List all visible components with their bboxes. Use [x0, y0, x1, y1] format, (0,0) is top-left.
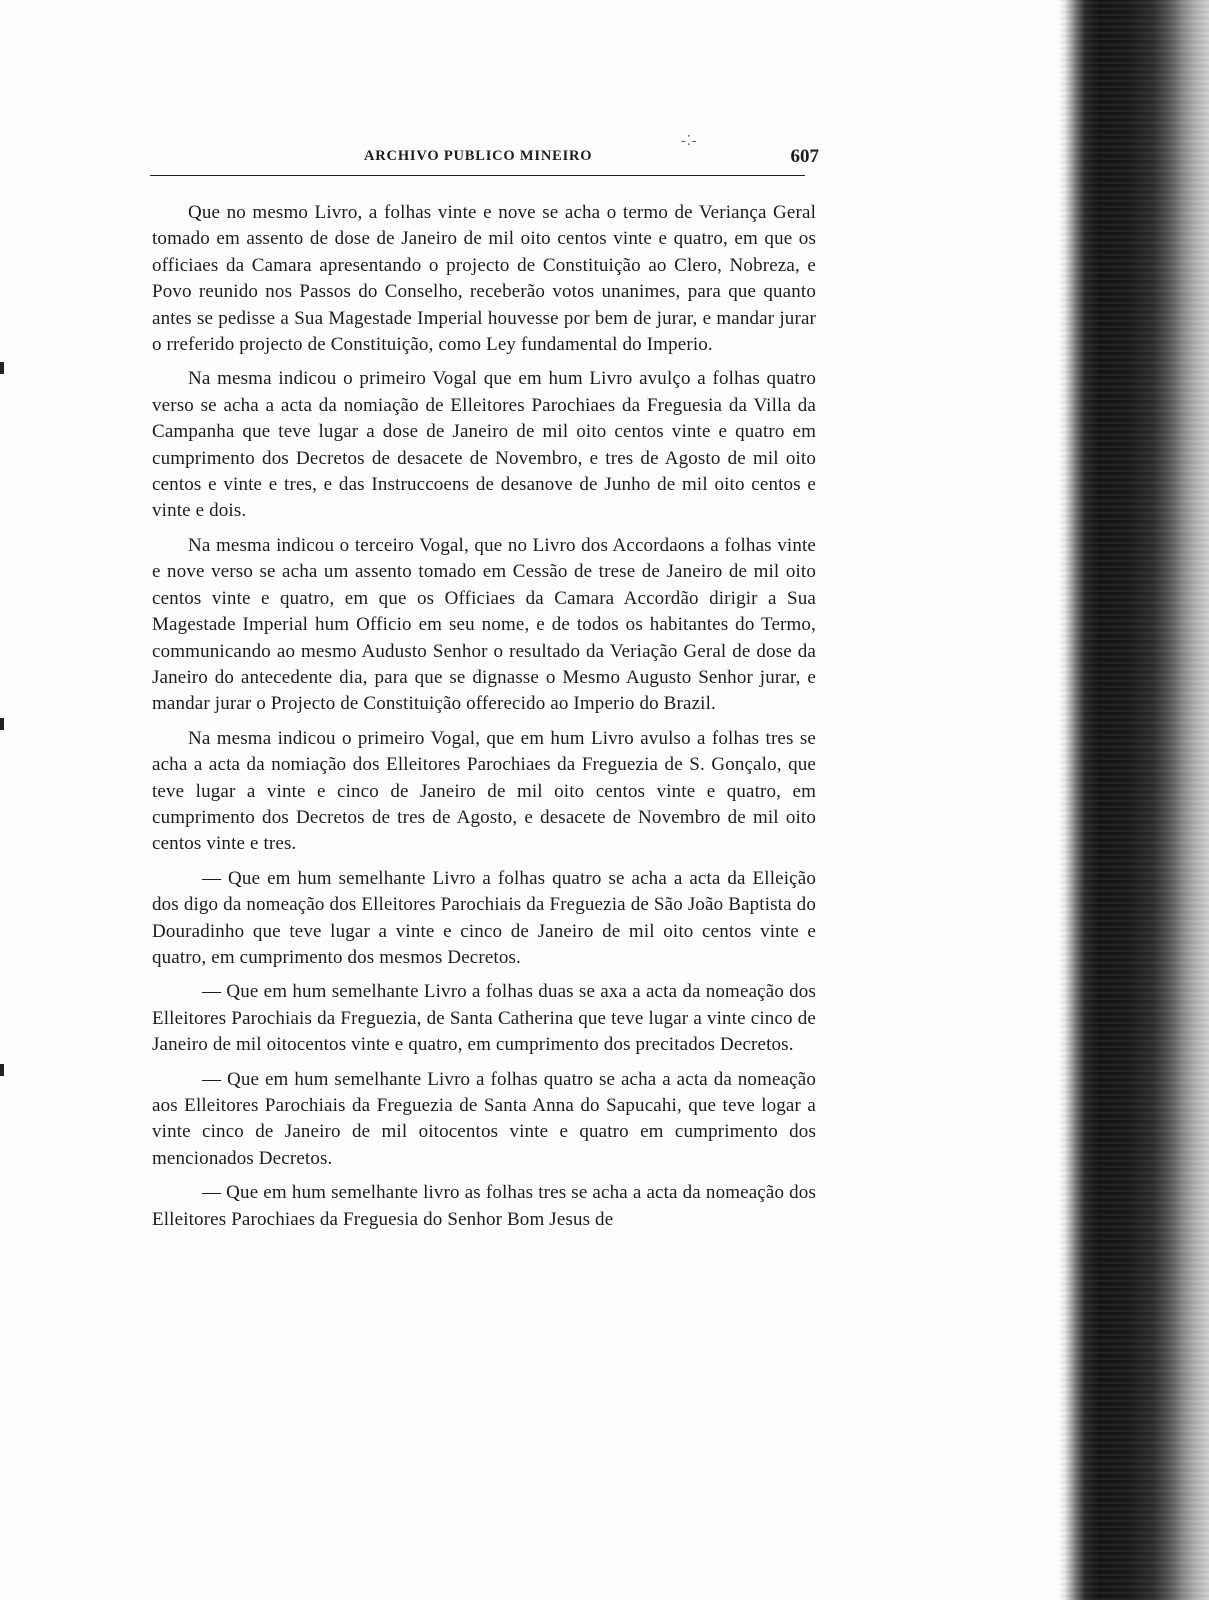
paragraph: — Que em hum semelhante Livro a folhas quatro se acha a acta da nomeação aos Elleitores Parochiais da Freguezia de Santa Anna do Sapucahi, que teve logar a vinte cinco de Janeiro de mil oitocentos vinte e quatro em cumprimento dos mencionados Decretos.: [152, 1068, 816, 1169]
paragraph: Que no mesmo Livro, a folhas vinte e nove se acha o termo de Veriança Geral tomado em assento de dose de Janeiro de mil oito centos vinte e quatro, em que os officiaes da Camara apresentando o projecto de Constituição ao Clero, Nobreza, e Povo reunido nos Passos do Conselho, receberão votos unanimes, para que quanto antes se pedisse a Sua Magestade Imperial houvesse por bem de jurar, e mandar jurar o rreferido projecto de Constituição, como Ley fundamental do Imperio.: [152, 202, 816, 356]
header-rule: [150, 175, 805, 176]
paragraph: — Que em hum semelhante livro as folhas tres se acha a acta da nomeação dos Elleitores Parochiaes da Freguesia do Senhor Bom Jesus de: [152, 1182, 816, 1230]
paragraph: Na mesma indicou o primeiro Vogal que em hum Livro avulço a folhas quatro verso se acha a acta da nomiação de Elleitores Parochiaes da Freguesia da Villa da Campanha que teve lugar a dose de Janeiro de mil oito centos vinte e quatro em cumprimento dos Decretos de desacete de Novembro, e tres de Agosto de mil oito centos e vinte e tres, e das Instruccoens de desanove de Junho de mil oito centos e vinte e dois.: [152, 368, 816, 522]
paragraph: Na mesma indicou o terceiro Vogal, que no Livro dos Accordaons a folhas vinte e nove verso se acha um assento tomado em Cessão de trese de Janeiro de mil oito centos vinte e quatro, em que os Officiaes da Camara Accordão dirigir a Sua Magestade Imperial hum Officio em seu nome, e de todos os habitantes do Termo, communicando ao mesmo Audusto Senhor o resultado da Veriação Geral de dose da Janeiro do antecedente dia, para que se dignasse o Mesmo Augusto Senhor jurar, e mandar jurar o Projecto de Constituição offerecido ao Imperio do Brazil.: [152, 534, 816, 715]
running-header: [155, 134, 819, 178]
page-number: 607: [790, 146, 819, 167]
paragraph: — Que em hum semelhante Livro a folhas duas se axa a acta da nomeação dos Elleitores Parochiais da Freguezia, de Santa Catherina que teve lugar a vinte cinco de Janeiro de mil oitocentos vinte e quatro, em cumprimento dos precitados Decretos.: [152, 981, 816, 1056]
body-text: [152, 200, 816, 1241]
header-title: ARCHIVO PUBLICO MINEIRO: [364, 148, 593, 164]
paragraph: — Que em hum semelhante Livro a folhas quatro se acha a acta da Elleição dos digo da nomeação dos Elleitores Parochiais da Freguezia de São João Baptista do Douradinho que teve lugar a vinte e cinco de Janeiro de mil oito centos vinte e quatro, em cumprimento dos mesmos Decretos.: [152, 867, 816, 968]
paragraph: Na mesma indicou o primeiro Vogal, que em hum Livro avulso a folhas tres se acha a acta da nomiação dos Elleitores Parochiaes da Freguezia de S. Gonçalo, que teve lugar a vinte e cinco de Janeiro de mil oito centos vinte e quatro, em cumprimento dos Decretos de tres de Agosto, e desacete de Novembro de mil oito centos vinte e tres.: [152, 727, 816, 855]
book-binding-shadow: [1059, 0, 1209, 1600]
header-ornament: -⁚‐: [681, 134, 698, 149]
scan-edge-mark: [0, 362, 4, 374]
scan-edge-mark: [0, 718, 4, 730]
scan-edge-mark: [0, 1064, 4, 1076]
